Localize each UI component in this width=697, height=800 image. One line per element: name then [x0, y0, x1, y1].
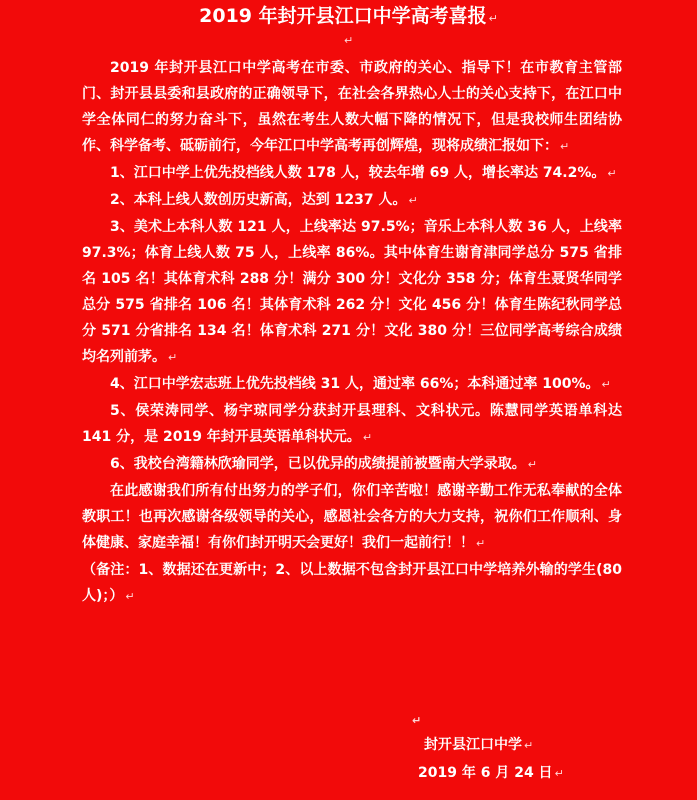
result-item-4: 4、江口中学宏志班上优先投档线 31 人，通过率 66%；本科通过率 100%。 ↵ [110, 376, 611, 392]
document-title [0, 3, 697, 32]
thanks-paragraph: 在此感谢我们所有付出努力的学子们，你们辛苦啦！感谢辛勤工作无私奉献的全体教职工！也再次感谢各级领导的关心，感恩社会各方的大力支持，祝你们工作顺利、身体健康、家庭幸福！有你们封开明天会更好！我们一起前行！！ ↵ [82, 483, 622, 551]
paragraph-mark-icon: ↵ [601, 378, 611, 391]
result-item-6: 6、我校台湾籍林欣瑜同学，已以优异的成绩提前被暨南大学录取。 ↵ [110, 456, 537, 472]
remarks-note: （备注：1、数据还在更新中；2、以上数据不包含封开县江口中学培养外输的学生(80 人)；） ↵ [82, 562, 622, 604]
result-item-1: 1、江口中学上优先投档线人数 178 人，较去年增 69 人，增长率达 74.2%。 ↵ [110, 165, 617, 181]
paragraph-mark-icon: ↵ [362, 431, 373, 444]
paragraph-mark-icon: ↵ [607, 167, 617, 180]
paragraph-mark-icon: ↵ [554, 767, 564, 780]
paragraph-mark-icon: ↵ [412, 714, 422, 727]
paragraph-mark-icon: ↵ [125, 590, 135, 603]
paragraph-mark-icon: ↵ [344, 34, 354, 47]
paragraph-mark-icon: ↵ [560, 140, 570, 153]
title-text: 2019 年封开县江口中学高考喜报 [199, 5, 487, 27]
result-item-5: 5、侯荣涛同学、杨宇琼同学分获封开县理科、文科状元。陈慧同学英语单科达 141 分，是 2019 年封开县英语单科状元。 ↵ [82, 403, 622, 445]
result-item-2: 2、本科上线人数创历史新高，达到 1237 人。 ↵ [110, 192, 418, 208]
signature-date: 2019 年 6 月 24 日 ↵ [418, 765, 564, 781]
paragraph-mark-icon: ↵ [168, 351, 178, 364]
document-body [82, 55, 622, 610]
paragraph-mark-icon: ↵ [524, 739, 534, 752]
result-item-3: 3、美术上本科人数 121 人，上线率达 97.5%；音乐上本科人数 36 人，上线率 97.3%；体育上线人数 75 人，上线率 86%。其中体育生谢育津同学总分 575 省排名 105 名！其体育术科 288 分！满分 300 分！文化分 358 分；体育生聂贤华同学总分 575 省排名 106 名！其体育术科 262 分！文化 456 分！体育生陈纪秋同学总分 571 分省排名 134 名！体育术科 271 分！文化 380 分！三位同学高考综合成绩均名列前茅。 ↵ [82, 219, 622, 365]
paragraph-mark-icon: ↵ [476, 537, 486, 550]
paragraph-mark-icon: ↵ [408, 194, 418, 207]
paragraph-mark-icon: ↵ [488, 12, 498, 25]
intro-paragraph: 2019 年封开县江口中学高考在市委、市政府的关心、指导下！在市教育主管部门、封开县县委和县政府的正确领导下，在社会各界热心人士的关心支持下，在江口中学全体同仁的努力奋斗下，虽然在考生人数大幅下降的情况下，但是我校师生团结协作、科学备考、砥砺前行，今年江口中学高考再创辉煌，现将成绩汇报如下： ↵ [82, 60, 622, 154]
signature-school: 封开县江口中学 ↵ [424, 737, 534, 753]
paragraph-mark-icon: ↵ [527, 458, 537, 471]
